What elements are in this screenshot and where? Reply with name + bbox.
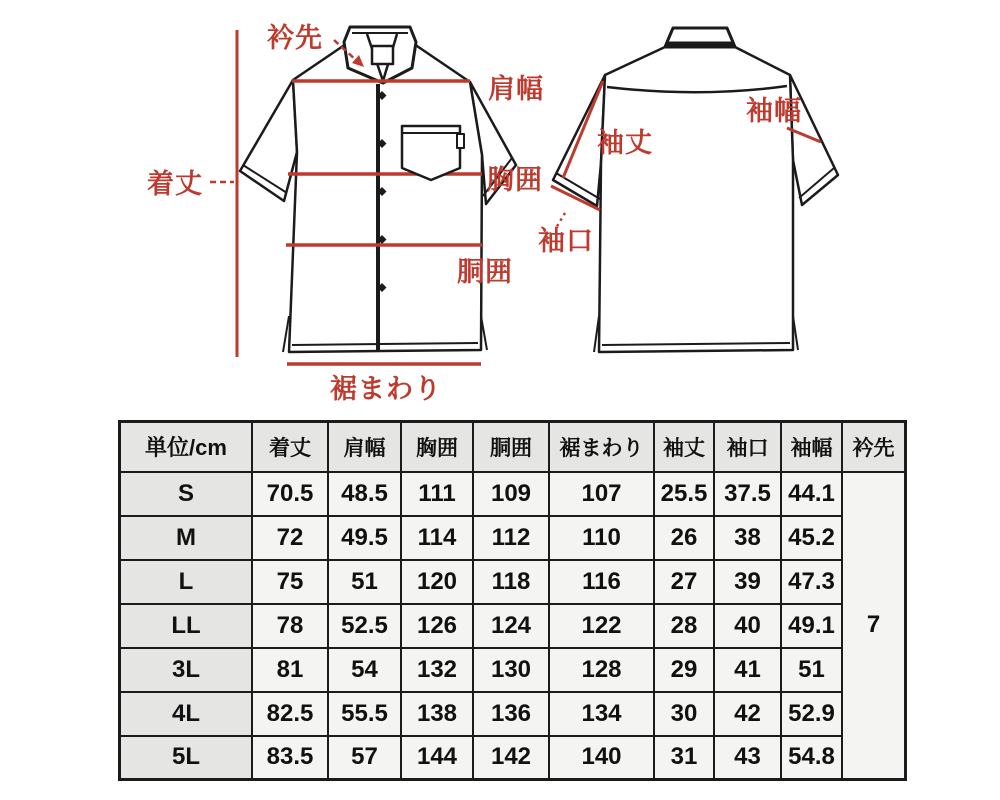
value-cell: 70.5 <box>252 472 328 516</box>
value-cell: 26 <box>654 516 714 560</box>
value-cell: 49.1 <box>781 604 842 648</box>
size-table-body <box>120 472 906 780</box>
size-cell: S <box>120 472 253 516</box>
value-cell: 114 <box>401 516 473 560</box>
pocket-side-tag <box>457 134 464 148</box>
value-cell: 38 <box>714 516 781 560</box>
value-cell: 126 <box>401 604 473 648</box>
value-cell: 41 <box>714 648 781 692</box>
front-left-sleeve <box>240 80 297 201</box>
value-cell: 110 <box>549 516 654 560</box>
value-cell: 28 <box>654 604 714 648</box>
value-cell: 142 <box>473 736 549 780</box>
size-cell: LL <box>120 604 253 648</box>
value-cell: 54.8 <box>781 736 842 780</box>
value-cell: 132 <box>401 648 473 692</box>
value-cell: 134 <box>549 692 654 736</box>
value-cell: 44.1 <box>781 472 842 516</box>
label-body-length: 着丈 <box>147 169 203 199</box>
value-cell: 78 <box>252 604 328 648</box>
table-row-m <box>120 516 906 560</box>
value-cell: 54 <box>328 648 401 692</box>
label-sleeve-width: 袖幅 <box>746 96 802 126</box>
value-cell: 43 <box>714 736 781 780</box>
label-hem-around: 裾まわり <box>330 374 442 404</box>
value-cell: 42 <box>714 692 781 736</box>
value-cell: 122 <box>549 604 654 648</box>
column-header-shoulder-width: 肩幅 <box>328 422 401 472</box>
column-header-chest: 胸囲 <box>401 422 473 472</box>
size-table-header <box>120 422 906 472</box>
column-header-unit: 単位/cm <box>120 422 253 472</box>
value-cell: 25.5 <box>654 472 714 516</box>
column-header-waist: 胴囲 <box>473 422 549 472</box>
value-cell: 83.5 <box>252 736 328 780</box>
value-cell: 140 <box>549 736 654 780</box>
pocket-outline <box>402 126 460 180</box>
size-cell: 4L <box>120 692 253 736</box>
value-cell: 128 <box>549 648 654 692</box>
label-sleeve-length: 袖丈 <box>597 128 653 158</box>
value-cell: 124 <box>473 604 549 648</box>
collar-point-merged-cell: 7 <box>842 472 906 780</box>
value-cell: 112 <box>473 516 549 560</box>
collar-size-tag <box>372 46 393 64</box>
label-waist: 胴囲 <box>457 257 513 287</box>
value-cell: 118 <box>473 560 549 604</box>
value-cell: 107 <box>549 472 654 516</box>
label-cuff: 袖口 <box>538 226 594 256</box>
value-cell: 45.2 <box>781 516 842 560</box>
value-cell: 109 <box>473 472 549 516</box>
value-cell: 130 <box>473 648 549 692</box>
value-cell: 48.5 <box>328 472 401 516</box>
column-header-sleeve-length: 袖丈 <box>654 422 714 472</box>
value-cell: 29 <box>654 648 714 692</box>
value-cell: 39 <box>714 560 781 604</box>
size-cell: M <box>120 516 253 560</box>
value-cell: 30 <box>654 692 714 736</box>
table-row-s <box>120 472 906 516</box>
column-header-cuff: 袖口 <box>714 422 781 472</box>
value-cell: 138 <box>401 692 473 736</box>
value-cell: 72 <box>252 516 328 560</box>
table-row-3l <box>120 648 906 692</box>
value-cell: 49.5 <box>328 516 401 560</box>
size-table <box>118 420 907 781</box>
value-cell: 82.5 <box>252 692 328 736</box>
size-cell: 5L <box>120 736 253 780</box>
column-header-hem-around: 裾まわり <box>549 422 654 472</box>
size-cell: L <box>120 560 253 604</box>
value-cell: 57 <box>328 736 401 780</box>
value-cell: 120 <box>401 560 473 604</box>
value-cell: 116 <box>549 560 654 604</box>
value-cell: 136 <box>473 692 549 736</box>
value-cell: 144 <box>401 736 473 780</box>
front-body-outline <box>289 44 482 352</box>
value-cell: 51 <box>781 648 842 692</box>
table-row-l <box>120 560 906 604</box>
table-row-5l <box>120 736 906 780</box>
value-cell: 52.9 <box>781 692 842 736</box>
shirt-front-illustration <box>240 27 516 352</box>
value-cell: 75 <box>252 560 328 604</box>
value-cell: 37.5 <box>714 472 781 516</box>
size-cell: 3L <box>120 648 253 692</box>
label-chest: 胸囲 <box>487 165 543 195</box>
header-row <box>120 422 906 472</box>
column-header-sleeve-width: 袖幅 <box>781 422 842 472</box>
value-cell: 52.5 <box>328 604 401 648</box>
label-collar-point: 衿先 <box>267 23 323 53</box>
value-cell: 81 <box>252 648 328 692</box>
shirt-back-illustration <box>553 28 838 352</box>
column-header-body-length: 着丈 <box>252 422 328 472</box>
label-shoulder-width: 肩幅 <box>488 74 544 104</box>
table-row-ll <box>120 604 906 648</box>
table-row-4l <box>120 692 906 736</box>
value-cell: 55.5 <box>328 692 401 736</box>
value-cell: 31 <box>654 736 714 780</box>
value-cell: 40 <box>714 604 781 648</box>
column-header-collar-point: 衿先 <box>842 422 906 472</box>
value-cell: 47.3 <box>781 560 842 604</box>
value-cell: 111 <box>401 472 473 516</box>
value-cell: 27 <box>654 560 714 604</box>
value-cell: 51 <box>328 560 401 604</box>
